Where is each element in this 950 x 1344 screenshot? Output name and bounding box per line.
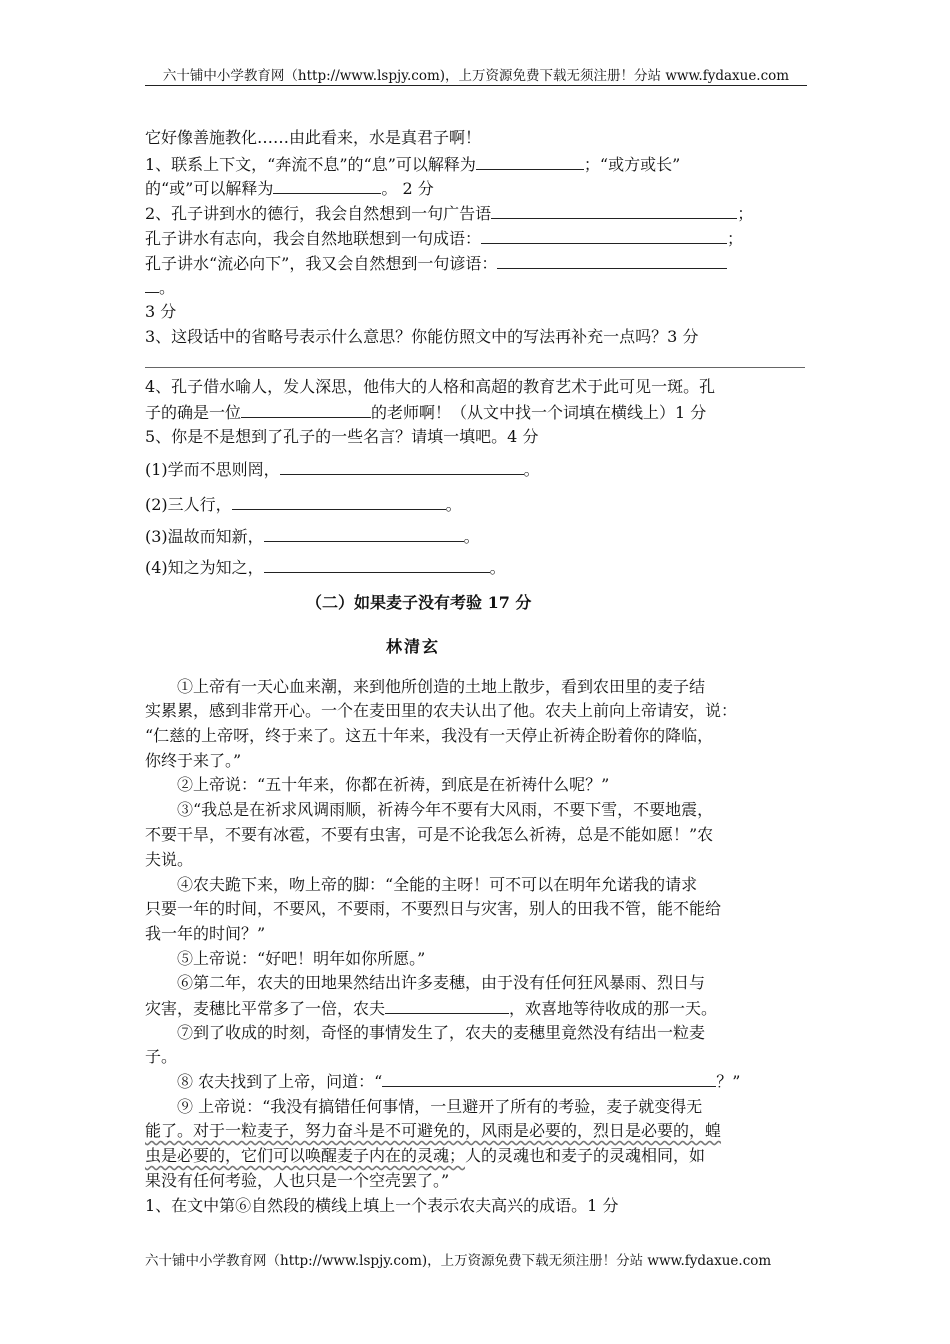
- answer-line[interactable]: [145, 367, 805, 368]
- question-4-line-2: [145, 402, 706, 423]
- intro-line: 它好像善施教化……由此看来，水是真君子啊！: [145, 128, 482, 147]
- question-2-line-1: [145, 203, 753, 224]
- quote-1-text: (1)学而不思则罔，: [145, 460, 280, 479]
- paragraph-7-line-2: 子。: [145, 1047, 178, 1066]
- q1-text-a: 1、联系上下文，“奔流不息”的“息”可以解释为: [145, 155, 476, 174]
- paragraph-9-line-2: [145, 1121, 721, 1141]
- period: 。: [489, 558, 506, 577]
- paragraph-9-line-4: 果没有任何考验，人也只是一个空壳罢了。”: [145, 1171, 450, 1190]
- quote-3-text: (3)温故而知新，: [145, 527, 264, 546]
- period: 。: [445, 495, 462, 514]
- quote-3: [145, 526, 480, 547]
- question-5: 5、你是不是想到了孔子的一些名言？请填一填吧。4 分: [145, 427, 539, 446]
- question-1-line-2: [145, 178, 434, 199]
- period: 。: [463, 527, 480, 546]
- quote-1: [145, 459, 540, 480]
- question-2-line-2: [145, 228, 743, 249]
- q1-text-b: ；“或方或长”: [583, 155, 681, 174]
- answer-blank[interactable]: [385, 998, 509, 1014]
- paragraph-6-line-2: [145, 998, 717, 1019]
- paragraph-7-line-1: ⑦到了收成的时刻，奇怪的事情发生了，农夫的麦穗里竟然没有结出一粒麦: [177, 1023, 706, 1042]
- quote-2-text: (2)三人行，: [145, 495, 232, 514]
- q2-text-c: 孔子讲水“流必向下”，我又会自然想到一句谚语：: [145, 254, 498, 273]
- q4-text-c: 的老师啊！（从文中找一个词填在横线上）1 分: [371, 403, 707, 422]
- p6-text-b: 灾害，麦穗比平常多了一倍，农夫: [145, 999, 386, 1018]
- paragraph-2: ②上帝说：“五十年来，你都在祈祷，到底是在祈祷什么呢？”: [177, 775, 610, 794]
- answer-blank[interactable]: [382, 1071, 716, 1087]
- wavy-underlined-text: 虫是必要的，它们可以唤醒麦子内在的灵魂；: [145, 1146, 466, 1165]
- paragraph-3-line-3: 夫说。: [145, 850, 194, 869]
- page-header: 六十铺中小学教育网（http://www.lspjy.com)，上万资源免费下载无须注册！分站 www.fydaxue.com: [162, 68, 790, 84]
- paragraph-1-line-1: ①上帝有一天心血来潮，来到他所创造的土地上散步，看到农田里的麦子结: [177, 677, 706, 696]
- answer-blank[interactable]: [497, 253, 727, 269]
- answer-blank[interactable]: [232, 494, 446, 510]
- author: 林清玄: [386, 637, 441, 656]
- q1-text-d: 。 2 分: [381, 179, 434, 198]
- question-4-line-1: 4、孔子借水喻人，发人深思，他伟大的人格和高超的教育艺术于此可见一斑。孔: [145, 377, 716, 396]
- quote-2: [145, 494, 462, 515]
- paragraph-9-line-3: [145, 1146, 705, 1166]
- quote-4-text: (4)知之为知之，: [145, 558, 264, 577]
- answer-blank[interactable]: [280, 459, 524, 475]
- question-3: 3、这段话中的省略号表示什么意思？你能仿照文中的写法再补充一点吗？3 分: [145, 327, 699, 346]
- wavy-underlined-text: 能了。对于一粒麦子，努力奋斗是不可避免的，风雨是必要的，烈日是必要的，蝗: [145, 1121, 722, 1140]
- paragraph-4-line-3: 我一年的时间？”: [145, 924, 266, 943]
- part2-question-1: 1、在文中第⑥自然段的横线上填上一个表示农夫高兴的成语。1 分: [145, 1196, 619, 1215]
- q1-text-c: 的“或”可以解释为: [145, 179, 274, 198]
- question-2-line-3: [145, 253, 727, 274]
- paragraph-1-line-3: “仁慈的上帝呀，终于来了。这五十年来，我没有一天停止祈祷企盼着你的降临，: [145, 726, 714, 745]
- semicolon: ；: [727, 229, 744, 248]
- answer-blank[interactable]: [145, 277, 159, 293]
- paragraph-8: [177, 1071, 740, 1092]
- answer-blank[interactable]: [264, 557, 490, 573]
- paragraph-1-line-4: 你终于来了。”: [145, 751, 242, 770]
- p6-text-c: ，欢喜地等待收成的那一天。: [509, 999, 718, 1018]
- paragraph-3-line-2: 不要干旱，不要有冰雹，不要有虫害，可是不论我怎么祈祷，总是不能如愿！”农: [145, 825, 714, 844]
- q4-text-b: 子的确是一位: [145, 403, 242, 422]
- answer-blank[interactable]: [264, 526, 464, 542]
- paragraph-6-line-1: ⑥第二年，农夫的田地果然结出许多麦穗，由于没有任何狂风暴雨、烈日与: [177, 973, 706, 992]
- paragraph-9-line-1: ⑨ 上帝说：“我没有搞错任何事情，一旦避开了所有的考验，麦子就变得无: [177, 1097, 703, 1116]
- answer-blank[interactable]: [491, 203, 737, 219]
- section-title: （二）如果麦子没有考验 17 分: [306, 593, 532, 612]
- answer-blank[interactable]: [241, 402, 371, 418]
- p8-text-b: ？”: [716, 1072, 741, 1091]
- paragraph-5: ⑤上帝说：“好吧！明年如你所愿。”: [177, 949, 426, 968]
- q2-text-a: 2、孔子讲到水的德行，我会自然想到一句广告语: [145, 204, 492, 223]
- answer-blank[interactable]: [481, 228, 727, 244]
- question-1-line-1: [145, 154, 680, 175]
- answer-blank[interactable]: [476, 154, 584, 170]
- period: 。: [523, 460, 540, 479]
- period: 。: [159, 278, 176, 297]
- paragraph-4-line-2: 只要一年的时间，不要风，不要雨，不要烈日与灾害，别人的田我不管，能不能给: [145, 899, 722, 918]
- p8-text-a: ⑧ 农夫找到了上帝，问道：“: [177, 1072, 383, 1091]
- paragraph-3-line-1: ③“我总是在祈求风调雨顺，祈祷今年不要有大风雨，不要下雪，不要地震，: [177, 800, 714, 819]
- answer-blank[interactable]: [273, 178, 381, 194]
- question-2-line-4: [145, 277, 175, 298]
- q2-text-b: 孔子讲水有志向，我会自然地联想到一句成语：: [145, 229, 482, 248]
- paragraph-1-line-2: 实累累，感到非常开心。一个在麦田里的农夫认出了他。农夫上前向上帝请安，说：: [145, 701, 738, 720]
- question-2-score: 3 分: [145, 302, 177, 321]
- page-footer: 六十铺中小学教育网（http://www.lspjy.com)，上万资源免费下载无须注册！分站 www.fydaxue.com: [145, 1253, 772, 1269]
- paragraph-4-line-1: ④农夫跪下来，吻上帝的脚：“全能的主呀！可不可以在明年允诺我的请求: [177, 875, 698, 894]
- p9-text-d: 人的灵魂也和麦子的灵魂相同，如: [465, 1146, 706, 1165]
- header-rule: [145, 85, 807, 86]
- semicolon: ；: [737, 204, 754, 223]
- quote-4: [145, 557, 506, 578]
